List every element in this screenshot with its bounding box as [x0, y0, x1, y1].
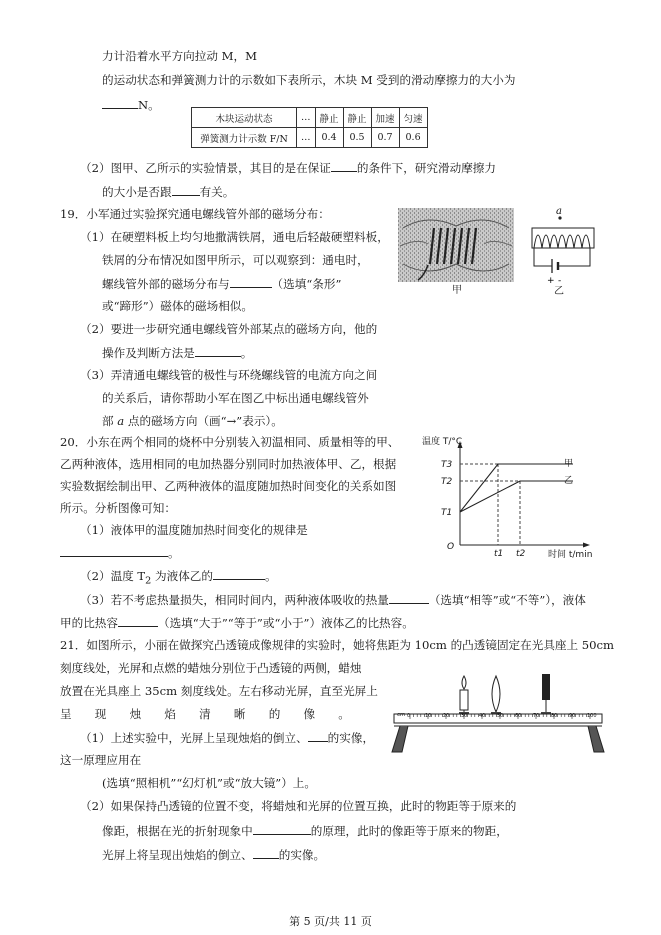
q20-line: 实验数据绘制出甲、乙两种液体的温度随加热时间变化的关系如图 — [60, 479, 397, 493]
q20-line: （2）温度 $T_2$ 为液体乙的 。 — [80, 569, 277, 587]
q21-line: 这一原理应用在 — [60, 753, 142, 767]
tick-label-t2: T2 — [441, 477, 453, 487]
table-cell: 木块运动状态 — [192, 108, 297, 128]
candle — [460, 690, 468, 710]
figure-caption: 乙 — [554, 286, 564, 297]
q20-title: 20．小东在两个相同的烧杯中分别装入初温相同、质量相等的甲、 — [60, 435, 400, 449]
table-cell: … — [297, 108, 316, 128]
answer-blank[interactable] — [230, 275, 272, 288]
page-footer: 第 5 页/共 11 页 — [289, 915, 372, 928]
q19-line: 螺线管外部的磁场分布与 （选填“条形” — [102, 277, 342, 291]
answer-blank[interactable] — [118, 614, 158, 627]
ruler-unit-label: cm — [397, 712, 406, 718]
table-cell: … — [297, 128, 316, 148]
ruler-tick-label: 10 — [425, 713, 432, 719]
q21-line: 光屏上将呈现出烛焰的倒立、 的实像。 — [102, 848, 326, 862]
q21-line: 像距，根据在光的折射现象中 的原理，此时的像距等于原来的物距， — [102, 824, 508, 838]
answer-blank[interactable] — [308, 729, 328, 742]
point-a-label: a — [556, 206, 562, 217]
light-screen — [542, 674, 550, 700]
ruler-tick-label: 50 — [497, 713, 504, 719]
q19-line: （1）在硬塑料板上均匀地撒满铁屑，通电后轻敲硬塑料板， — [80, 230, 389, 244]
ruler-tick-label: 20 — [443, 713, 450, 719]
convex-lens — [492, 676, 500, 712]
svg-text:+: + — [547, 276, 555, 286]
q21-line: 放置在光具座上 35cm 刻度线处。左右移动光屏，直至光屏上 — [60, 684, 378, 698]
ruler-tick-label: 90 — [569, 713, 576, 719]
q19-line: （2）要进一步研究通电螺线管外部某点的磁场方向，他的 — [80, 322, 378, 336]
table-cell: 0.4 — [315, 128, 343, 148]
q20-line: （1）液体甲的温度随加热时间变化的规律是 — [80, 523, 308, 537]
table-row — [192, 128, 428, 148]
answer-blank[interactable] — [172, 183, 200, 196]
answer-blank[interactable] — [195, 344, 241, 357]
ruler-tick-label: 40 — [479, 713, 486, 719]
table-cell: 0.5 — [343, 128, 371, 148]
answer-blank[interactable] — [389, 591, 429, 604]
series-yi-line — [460, 481, 573, 512]
q19-line: 的关系后，请你帮助小军在图乙中标出通电螺线管外 — [102, 391, 369, 405]
answer-blank[interactable] — [253, 846, 279, 859]
q20-line: 乙两种液体，选用相同的电加热器分别同时加热液体甲、乙，根据 — [60, 457, 397, 471]
table-row — [192, 108, 428, 128]
q19-line: 或“蹄形”）磁体的磁场相似。 — [102, 299, 253, 313]
q21-line: （1）上述实验中，光屏上呈现烛焰的倒立、 的实像， — [80, 731, 375, 745]
q20-line: 所示。分析图像可知： — [60, 501, 176, 515]
legend-jia: 甲 — [564, 459, 574, 469]
series-jia-line — [460, 464, 573, 512]
q19-line: （3）弄清通电螺线管的极性与环绕螺线管的电流方向之间 — [80, 368, 378, 382]
ruler-tick-label: 60 — [515, 713, 522, 719]
table-cell: 静止 — [315, 108, 343, 128]
ruler-tick-label: 70 — [533, 713, 540, 719]
legend-yi: 乙 — [564, 476, 574, 486]
tick-label-t1: T1 — [441, 508, 453, 518]
tick-label-t1-x: t1 — [494, 549, 504, 559]
q21-line: 呈 现 烛 焰 清 晰 的 像 。 — [60, 707, 350, 721]
q19-line: 部 a 点的磁场方向（画“→”表示）。 — [102, 414, 283, 428]
q21-line: (选填“照相机”“幻灯机”或“放大镜”）上。 — [102, 776, 316, 790]
q21-line: 刻度线处，光屏和点燃的蜡烛分别位于凸透镜的两侧，蜡烛 — [60, 661, 362, 675]
ruler-tick-label: 80 — [551, 713, 558, 719]
table-cell: 弹簧测力计示数 F/N — [192, 128, 297, 148]
iron-filings-figure — [398, 208, 514, 282]
q20-line: （3）若不考虑热量损失，相同时间内，两种液体吸收的热量 （选填“相等”或“不等”），液体 — [80, 593, 586, 607]
q19-title: 19．小军通过实验探究通电螺线管外部的磁场分布： — [60, 207, 330, 221]
origin-label: O — [447, 542, 455, 552]
q20-line: 。 — [60, 544, 180, 561]
ruler-tick-label: 100 — [587, 713, 597, 719]
figure-caption: 甲 — [452, 285, 462, 296]
q18-part2-cont: 的大小是否跟 有关。 — [102, 185, 235, 199]
answer-blank[interactable] — [60, 544, 168, 557]
table-cell: 0.6 — [399, 128, 427, 148]
table-cell: 匀速 — [399, 108, 427, 128]
solenoid-figure — [526, 214, 598, 294]
q18-line2: 的运动状态和弹簧测力计的示数如下表所示，木块 M 受到的滑动摩擦力的大小为 — [102, 73, 516, 87]
q19-line: 操作及判断方法是 。 — [102, 346, 253, 360]
q20-line: 甲的比热容 （选填“大于”“等于”或“小于”）液体乙的比热容。 — [60, 616, 414, 630]
table-cell: 0.7 — [371, 128, 399, 148]
q19-line: 铁屑的分布情况如图甲所示，可以观察到：通电时， — [102, 253, 369, 267]
answer-blank[interactable] — [331, 159, 357, 172]
q21-line: （2）如果保持凸透镜的位置不变，将蜡烛和光屏的位置互换，此时的物距等于原来的 — [80, 799, 517, 813]
candle-flame — [462, 676, 466, 689]
svg-text:-: - — [558, 276, 562, 286]
y-axis-label: 温度 T/°C — [422, 437, 463, 447]
ruler-tick-label: 30 — [461, 713, 468, 719]
x-axis-label: 时间 t/min — [548, 550, 593, 560]
temperature-graph — [418, 433, 598, 563]
tick-label-t3: T3 — [441, 460, 453, 470]
answer-blank[interactable] — [213, 567, 265, 580]
q18-table — [191, 107, 428, 148]
answer-blank[interactable] — [253, 822, 311, 835]
q18-line1: 力计沿着水平方向拉动 M，M — [102, 49, 257, 63]
table-cell: 静止 — [343, 108, 371, 128]
table-cell: 加速 — [371, 108, 399, 128]
ruler-tick-label: 0 — [407, 713, 411, 719]
tick-label-t2-x: t2 — [516, 549, 526, 559]
q21-title: 21．如图所示，小丽在做探究凸透镜成像规律的实验时，她将焦距为 10cm 的凸透镜固定在光具座上 50cm — [60, 638, 615, 652]
q18-line3: N。 — [102, 96, 160, 113]
answer-blank[interactable] — [102, 96, 138, 109]
q18-part2: （2）图甲、乙所示的实验情景，其目的是在保证 的条件下，研究滑动摩擦力 — [80, 161, 496, 175]
